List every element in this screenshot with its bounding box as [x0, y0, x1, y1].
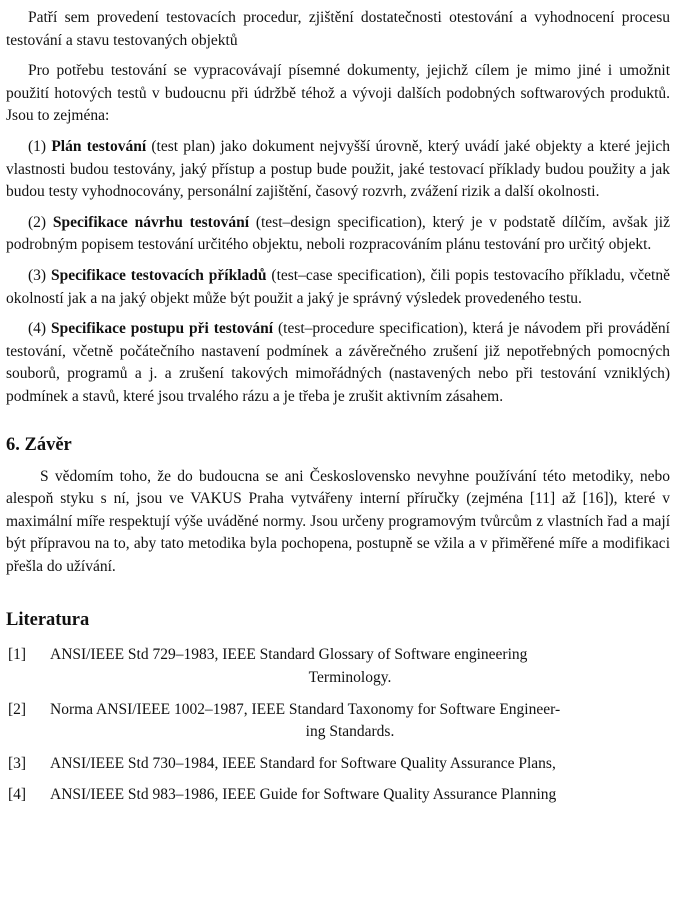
reference-line-continued: ing Standards.: [305, 723, 395, 741]
paragraph-intro-tail: Patří sem provedení testovacích procedur, zjištění dostatečnosti otestování a vyhodnocení procesu testování a stavu testovaných objektů: [6, 9, 670, 49]
reference-text: [50, 753, 670, 776]
item-text: (test–procedure specification), která je návodem při provádění testování, včetně počátečního nastavení podmínek a závěrečného zrušení již nepotřebných pomocných souborů, programů a j. a zrušení takových mimořádných (nastavených nebo při testování vzniklých) podmínek a stavů, které jsou trvalého rázu a je třeba je zrušit aktivním zásahem.: [6, 320, 670, 405]
paragraph-docs-intro: Pro potřebu testování se vypracovávají písemné dokumenty, jejichž cílem je mimo jiné i umožnit použití hotových testů v budoucnu při údržbě téhož a vývoji dalších podobných softwarových produktů. Jsou to zejména:: [6, 62, 670, 125]
reference-number: [3]: [8, 754, 27, 772]
item-term: Specifikace návrhu testování: [52, 213, 250, 231]
list-item-test-plan: [6, 136, 670, 204]
reference-text: [50, 699, 670, 744]
item-text: (test–case specification), čili popis testovacího příkladu, včetně okolností jak a na jaký objekt může být použit a jaký je správný výsledek provedeného testu.: [6, 266, 670, 307]
list-item-test-procedure: [6, 318, 670, 408]
reference-number: [4]: [8, 786, 27, 804]
list-item-test-case: [6, 265, 670, 310]
reference-number: [2]: [8, 700, 27, 718]
reference-list: [6, 644, 670, 807]
list-item-test-design: [6, 212, 670, 257]
paragraph-conclusion: S vědomím toho, že do budoucna se ani Československo nevyhne používání této metodiky, nebo alespoň styku s ní, jsou ve VAKUS Praha vytvářeny interní příručky (zejména [11] až [16]), které v maximální míře respektují výše uváděné normy. Jsou určeny programovým tvůrcům z vlastních řad a mají být přípravou na to, aby tato metodika byla pochopena, postupně se vžila a v přiměřené míře a modifikaci přešla do užívání.: [6, 467, 670, 575]
reference-item: [6, 644, 670, 689]
item-text: (test plan) jako dokument nejvyšší úrovně, který uvádí jaké objekty a které jejich vlastnosti budou testovány, jaký přístup a postup bude použit, jaké testovací příklady budou použity a jak budou testy vyhodnocovány, personální zajištění, časový rozvrh, zvážení rizik a další okolnosti.: [6, 137, 671, 201]
reference-line-continued: Terminology.: [308, 669, 392, 687]
item-number: (3): [28, 266, 47, 284]
item-term: Specifikace postupu při testování: [50, 320, 274, 338]
item-term: Plán testování: [51, 137, 147, 155]
reference-text: [50, 784, 670, 807]
reference-item: [6, 699, 670, 744]
item-number: (2): [28, 213, 47, 231]
reference-line: ANSI/IEEE Std 730–1984, IEEE Standard for Software Quality Assurance Plans,: [50, 754, 556, 772]
reference-item: [6, 753, 670, 776]
section-heading-literature: Literatura: [6, 610, 90, 631]
item-text: (test–design specification), který je v podstatě dílčím, avšak již podrobným popisem testování určitého objektu, neboli rozpracováním plánu testování pro určitý objekt.: [6, 213, 670, 254]
reference-line: ANSI/IEEE Std 983–1986, IEEE Guide for Software Quality Assurance Planning: [50, 786, 557, 804]
item-number: (4): [28, 320, 47, 338]
reference-line: Norma ANSI/IEEE 1002–1987, IEEE Standard Taxonomy for Software Engineer-: [50, 700, 561, 718]
section-heading-conclusion: 6. Závěr: [6, 434, 72, 455]
reference-item: [6, 784, 670, 807]
reference-number: [1]: [8, 646, 27, 664]
reference-line: ANSI/IEEE Std 729–1983, IEEE Standard Glossary of Software engineering: [50, 646, 528, 664]
item-term: Specifikace testovacích příkladů: [50, 266, 267, 284]
reference-text: [50, 644, 670, 689]
item-number: (1): [28, 137, 47, 155]
